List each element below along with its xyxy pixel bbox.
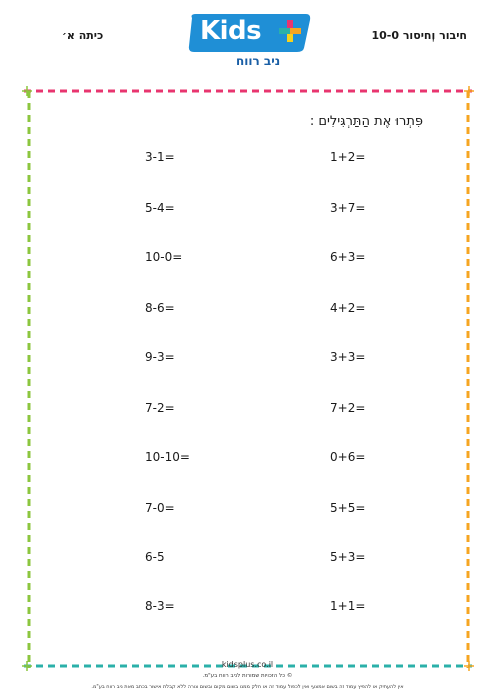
footer-notice: אין להעתיק או להפיץ עמוד זה בשום אמצעי ואין לכפול עמוד זה או חלק ממנו בשום מקום ובשום צורה ללא קבלת אישור בכתב מאת ניב רווח בע"מ.	[91, 684, 404, 690]
exercise-left-2: 5-4=	[145, 201, 175, 215]
footer-url[interactable]: kidsplus.co.il	[221, 660, 274, 669]
plus-icon	[279, 20, 301, 42]
footer-copyright: © כל הזכויות שמורות לניב רווח בע"מ.	[202, 673, 293, 679]
exercise-left-4: 8-6=	[145, 301, 175, 315]
exercise-right-5: 3+3=	[330, 350, 366, 364]
exercise-left-7: 10-10=	[145, 450, 190, 464]
exercise-right-6: 7+2=	[330, 401, 366, 415]
exercise-right-9: 5+3=	[330, 550, 366, 564]
exercise-left-1: 3-1=	[145, 150, 175, 164]
exercise-right-2: 3+7=	[330, 201, 366, 215]
logo-tagline: ניב רווח	[236, 54, 281, 68]
exercise-right-8: 5+5=	[330, 501, 366, 515]
worksheet-title: חיבור וְחיסור 10-0	[371, 29, 467, 42]
exercise-right-3: 6+3=	[330, 250, 366, 264]
grade-label: כיתה א׳	[62, 29, 104, 42]
exercise-left-10: 8-3=	[145, 599, 175, 613]
kids-logo	[186, 12, 312, 70]
exercise-right-7: 0+6=	[330, 450, 366, 464]
exercise-right-4: 4+2=	[330, 301, 366, 315]
instruction-text: פִּתְרוּ אֶת הַתַּרְגִּילִים :	[309, 114, 423, 129]
exercise-right-10: 1+1=	[330, 599, 366, 613]
exercise-left-6: 7-2=	[145, 401, 175, 415]
logo-word: Kids	[200, 16, 262, 46]
exercise-right-1: 1+2=	[330, 150, 366, 164]
exercise-left-5: 9-3=	[145, 350, 175, 364]
exercise-left-8: 7-0=	[145, 501, 175, 515]
exercise-left-3: 10-0=	[145, 250, 183, 264]
exercise-left-9: 6-5	[145, 550, 165, 564]
